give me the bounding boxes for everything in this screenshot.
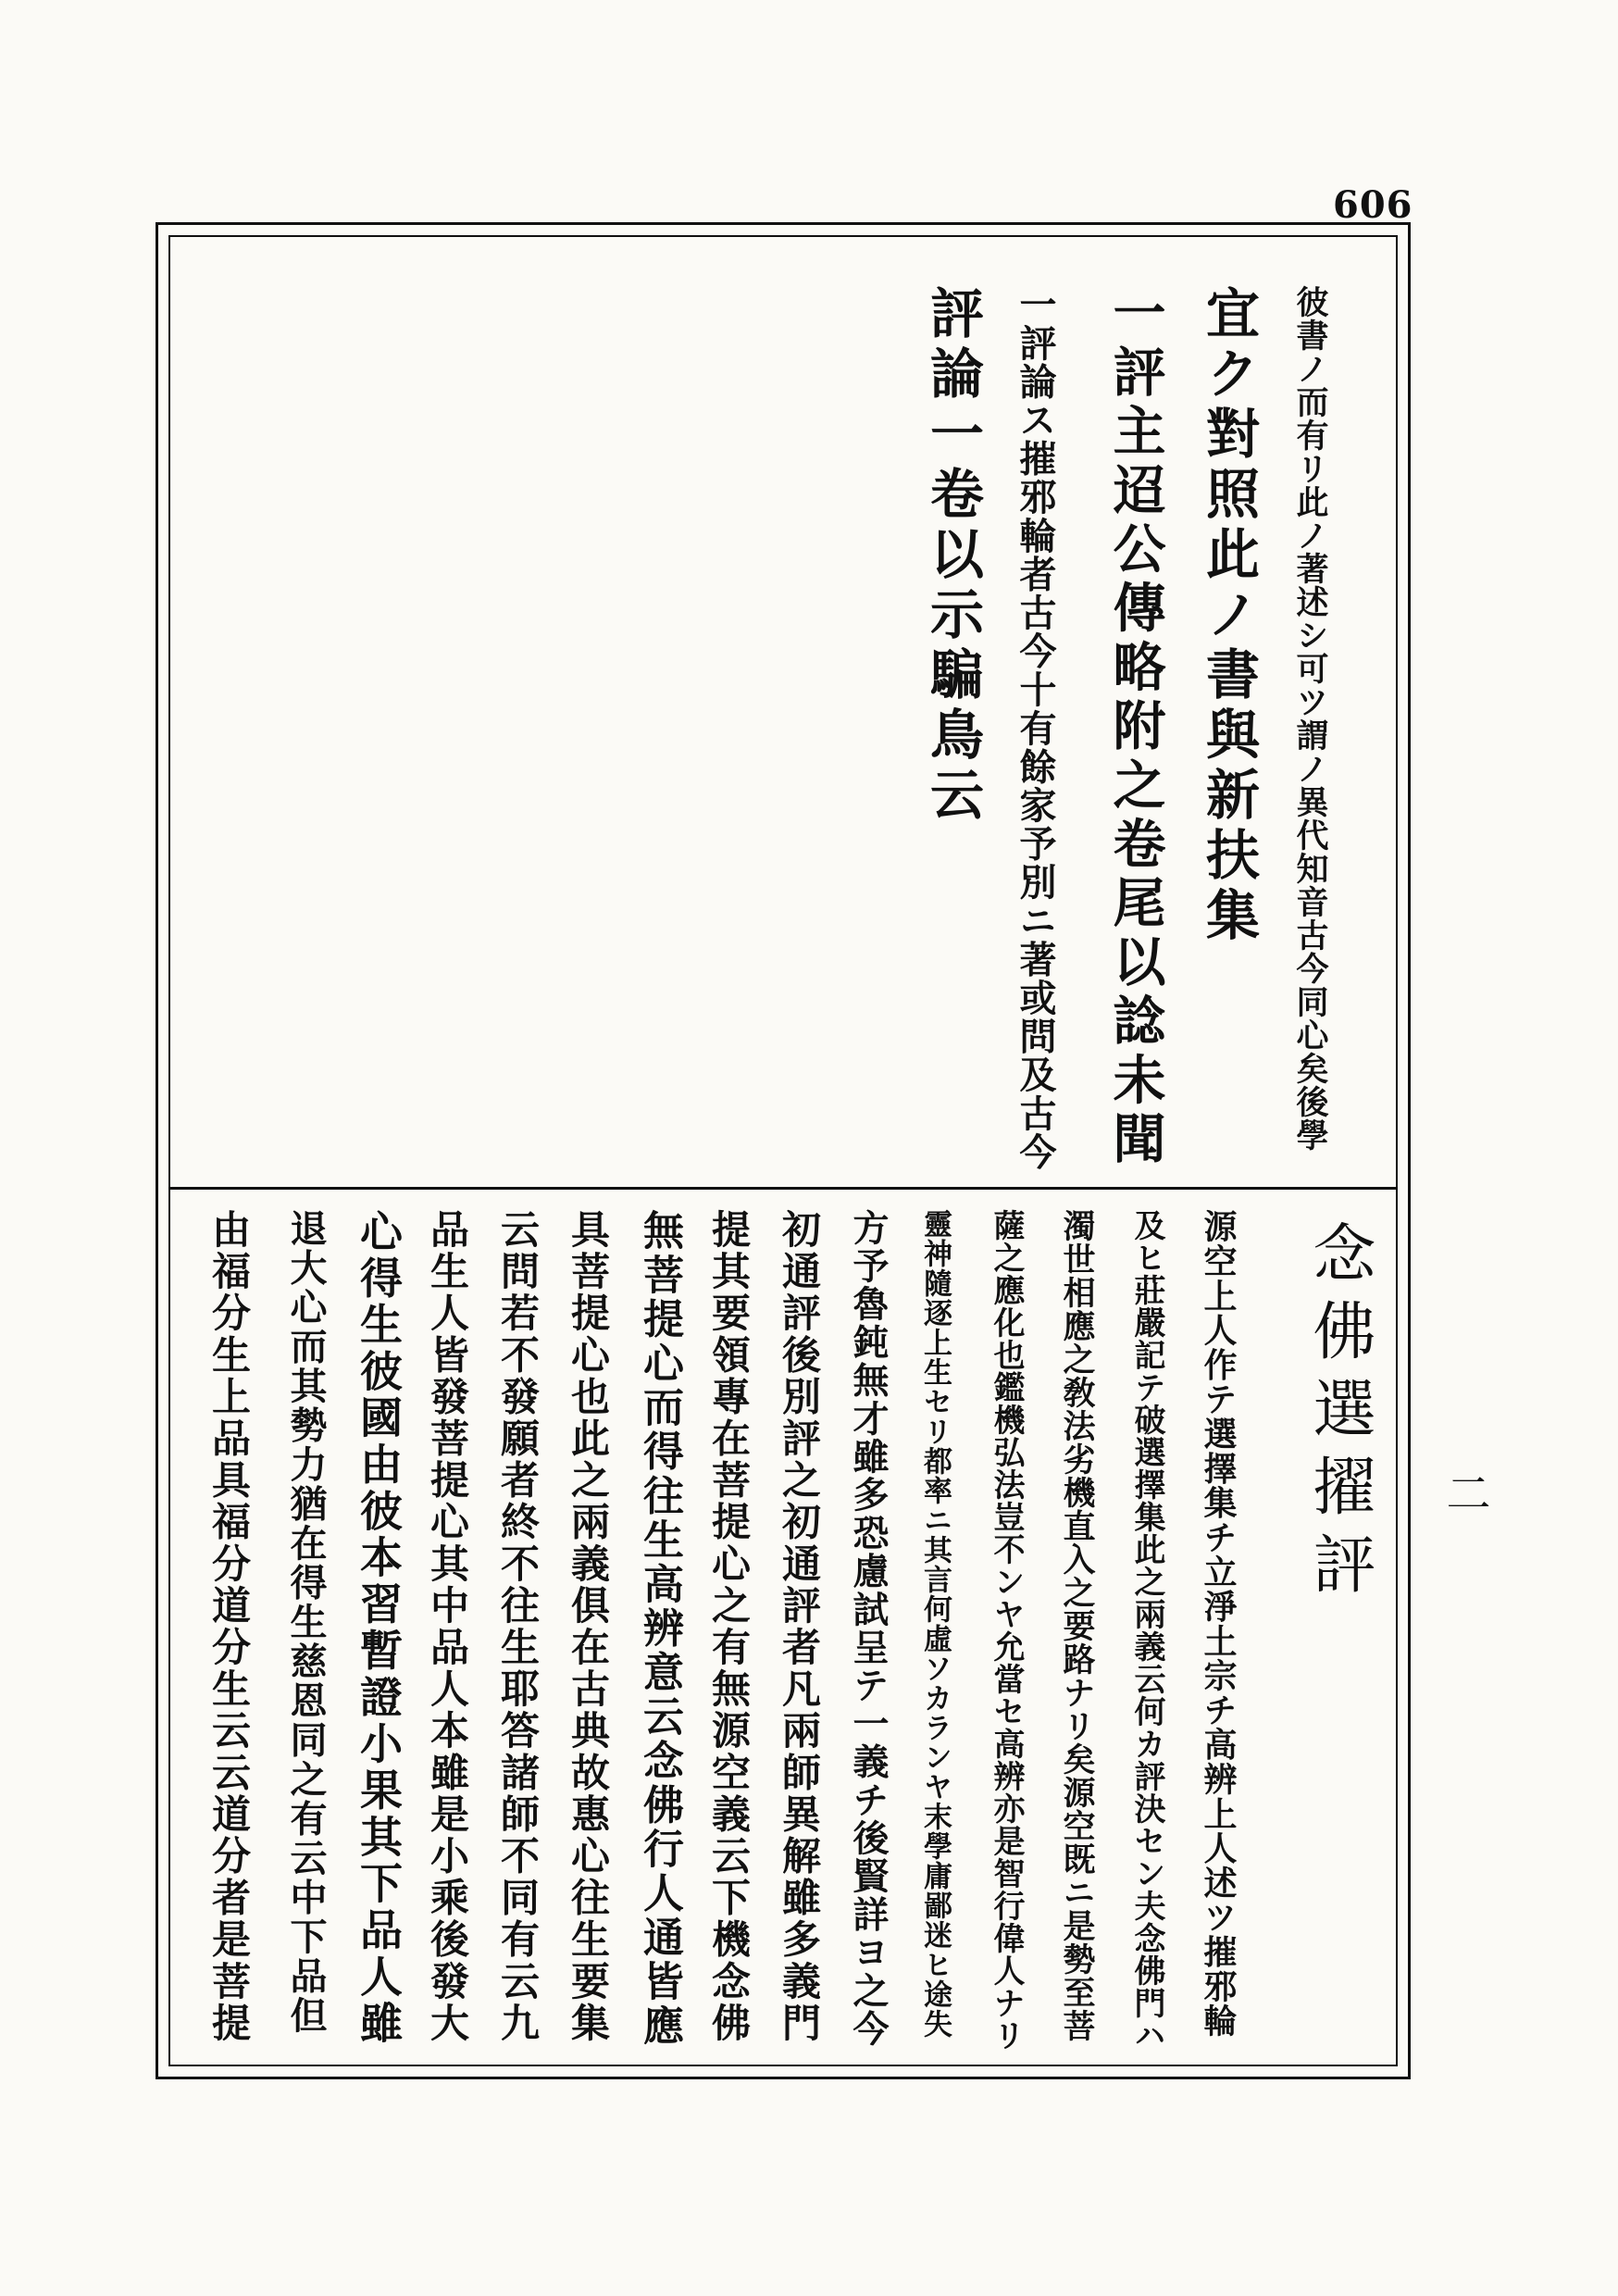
lower-text-column: 由福分生上品具福分道分生云云道分者是菩提 (206, 1209, 252, 2044)
lower-text-column: 及ヒ莊嚴記テ破選擇集此之兩義云何カ評決セン夫念佛門ハ (1128, 1209, 1165, 2052)
upper-text-column: 宜ク對照此ノ書與新扶集 (1197, 285, 1260, 947)
page-number: 606 (1333, 183, 1413, 227)
lower-text-column: 品生人皆發菩提心其中品人本雖是小乘後發大 (425, 1209, 470, 2044)
lower-text-column: 薩之應化也鑑機弘法豈不ンヤ允當セ高辨亦是智行偉人ナリ (988, 1209, 1025, 2052)
upper-text-column: 評論一卷以示騙鳥云 (921, 285, 984, 827)
lower-text-column: 心得生彼國由彼本習暫證小果其下品人雖 (354, 1209, 404, 2048)
side-numeral: 二 (1438, 1470, 1490, 1515)
upper-text-column: 一評論ス摧邪輪者古今十有餘家予別ニ著或問及古今 (1014, 285, 1057, 1171)
lower-text-column: 具菩提心也此之兩義俱在古典故惠心往生要集 (566, 1209, 611, 2044)
lower-text-column: 方予魯鈍無才雖多恐慮試呈テ一義チ後賢詳ヨ之今 (847, 1209, 890, 2049)
lower-text-column: 提其要領專在菩提心之有無源空義云下機念佛 (706, 1209, 752, 2044)
section-divider (168, 1187, 1398, 1190)
upper-text-column: 一評主迢公傳略附之卷尾以諗未聞 (1104, 285, 1166, 1170)
lower-text-column: 靈神隨逐上生セリ都率ニ其言何虛ソカランヤ末學庸鄙迷ヒ途失 (918, 1209, 952, 2039)
lower-text-column: 濁世相應之敎法劣機直入之要路ナリ矣源空既ニ是勢至菩 (1058, 1209, 1096, 2042)
section-title: 念佛選擢評 (1302, 1220, 1375, 1609)
lower-text-column: 無菩提心而得往生高辨意云念佛行人通皆應 (636, 1209, 683, 2049)
upper-text-column: 彼書ノ而有リ此ノ著述シ可ツ謂ノ異代知音古今同心矣後學 (1291, 285, 1329, 1152)
lower-text-column: 退大心而其勢力猶在得生慈恩同之有云中下品但 (284, 1209, 328, 2036)
lower-text-column: 源空上人作テ選擇集チ立淨土宗チ高辨上人述ツ摧邪輪 (1199, 1209, 1238, 2039)
lower-text-column: 云問若不發願者終不往生耶答諸師不同有云九 (495, 1209, 541, 2044)
lower-text-column: 初通評後別評之初通評者凡兩師異解雖多義門 (777, 1209, 822, 2044)
